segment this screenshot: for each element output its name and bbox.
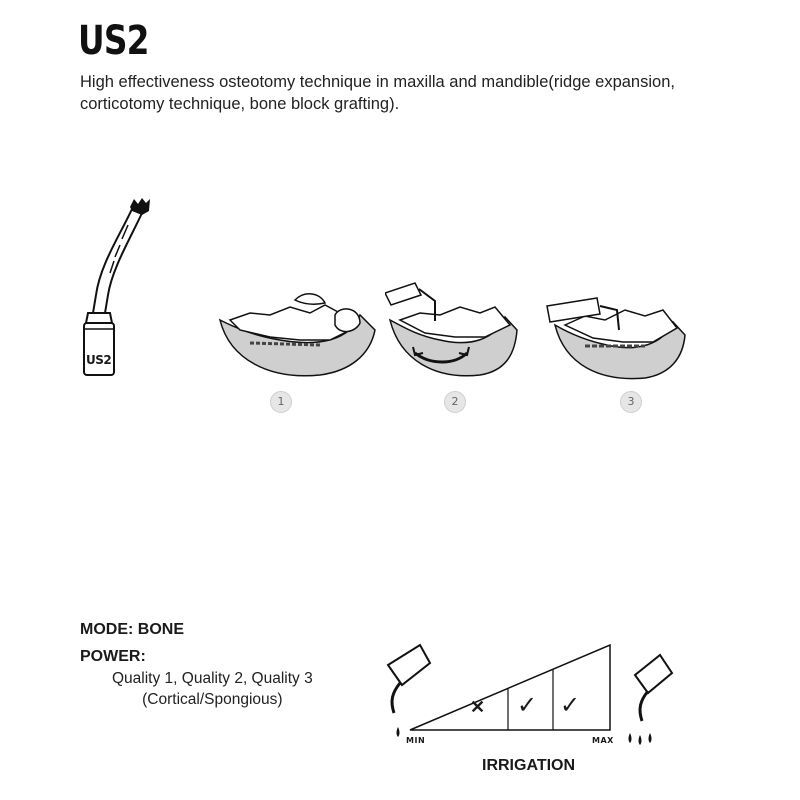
irrigation-min-label: MIN <box>406 736 426 745</box>
step-2-illustration <box>385 275 520 385</box>
step-number-2: 2 <box>444 391 466 413</box>
tip-body-label: US2 <box>86 353 112 367</box>
quality-line-2: (Cortical/Spongious) <box>142 691 283 708</box>
product-description: High effectiveness osteotomy technique in maxilla and mandible(ridge expansion, corticotomy technique, bone block grafting). <box>80 73 675 113</box>
irrigation-max-label: MAX <box>592 736 614 745</box>
step-number-3: 3 <box>620 391 642 413</box>
step-number-1: 1 <box>270 391 292 413</box>
quality-line-1: Quality 1, Quality 2, Quality 3 <box>112 670 313 687</box>
handpiece-icon <box>388 645 430 737</box>
quality-text <box>112 668 313 710</box>
irrigation-scale <box>360 635 700 765</box>
handpiece-icon <box>629 655 673 745</box>
power-label: POWER: <box>80 648 146 665</box>
cross-icon: ✕ <box>470 697 486 717</box>
check-icon: ✓ <box>517 692 538 719</box>
ultrasonic-tip-icon <box>70 195 160 390</box>
check-icon: ✓ <box>560 692 581 719</box>
irrigation-label: IRRIGATION <box>482 757 576 774</box>
mode-label: MODE: BONE <box>80 621 184 638</box>
step-1-illustration <box>210 285 380 385</box>
step-3-illustration <box>545 280 690 385</box>
page-title: US2 <box>78 18 149 64</box>
